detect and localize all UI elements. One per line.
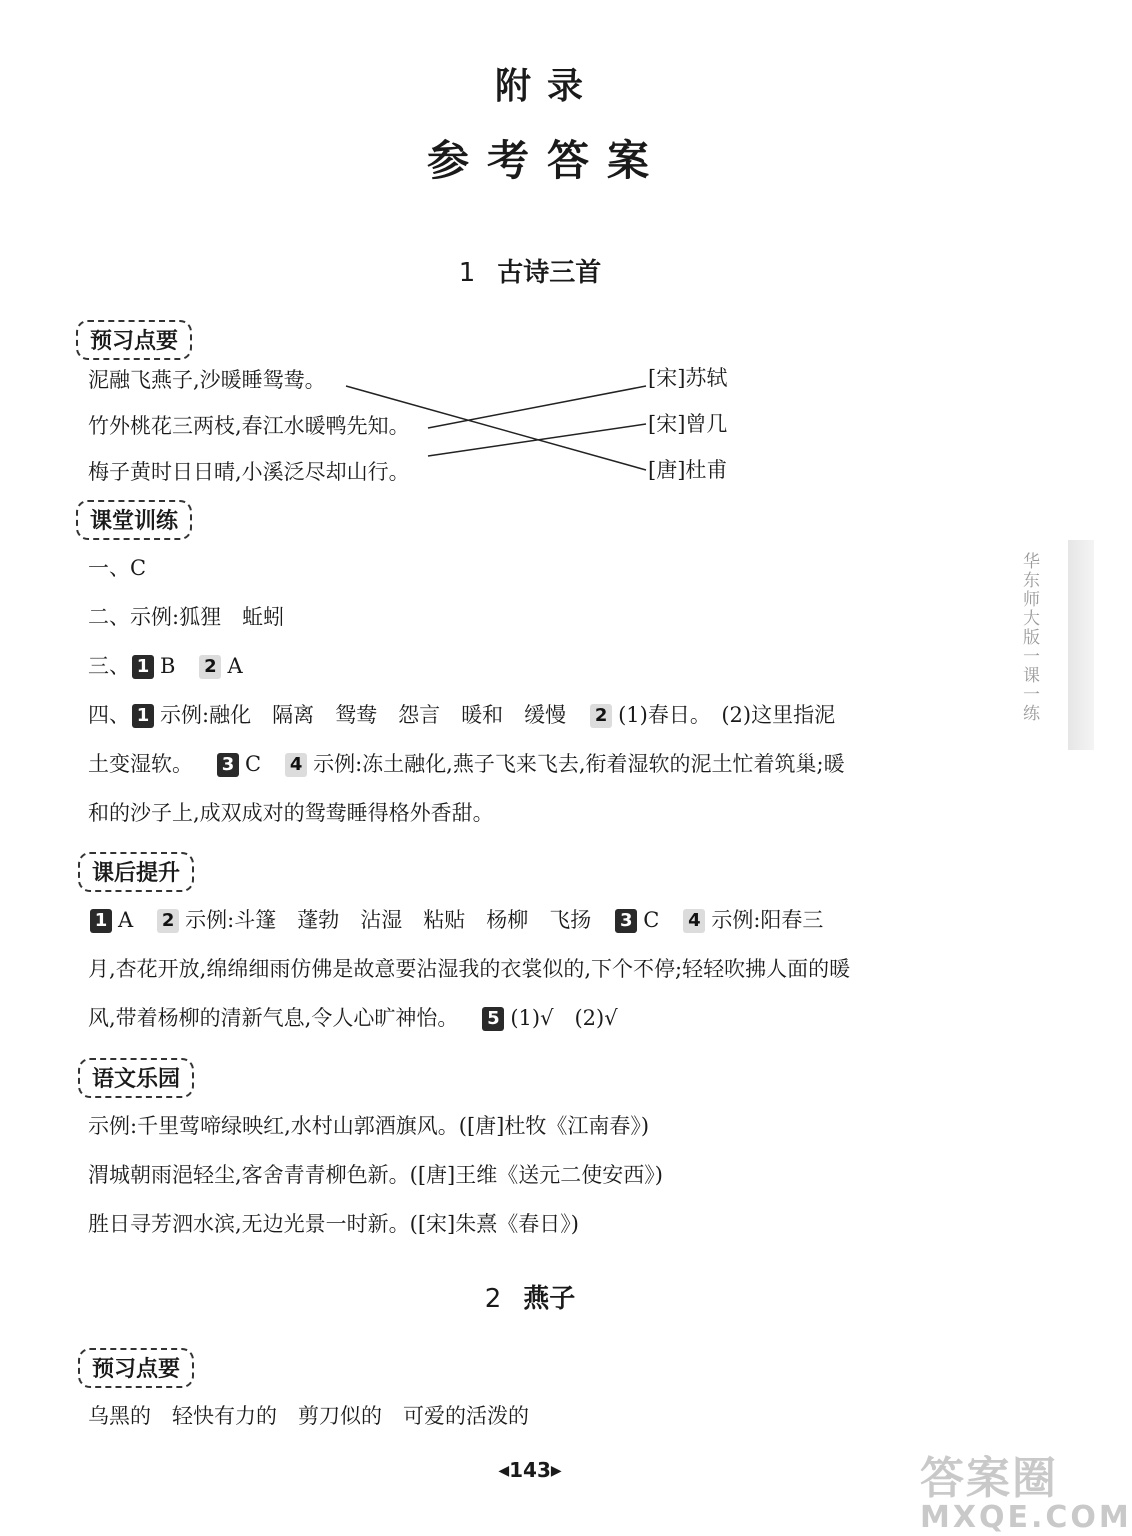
lesson-number: 1 <box>458 258 476 288</box>
after-class-line-2: 月,杏花开放,绵绵细雨仿佛是故意要沾湿我的衣裳似的,下个不停;轻轻吹拂人面的暖 <box>88 957 851 981</box>
matching-lines <box>0 0 1094 520</box>
after-line3-text: 风,带着杨柳的清新气息,令人心旷神怡。 <box>88 1006 459 1030</box>
q4-answer-1: 示例:融化 隔离 鸳鸯 怨言 暖和 缓慢 <box>160 703 567 727</box>
q3-prefix: 三、 <box>88 654 130 678</box>
left-triangle-icon: ◀ <box>498 1463 510 1479</box>
side-tab-strip <box>1068 540 1094 750</box>
section-tag-classroom: 课堂训练 <box>76 500 192 540</box>
section-tag-after-class: 课后提升 <box>78 852 194 892</box>
poem-line-1: 泥融飞燕子,沙暖睡鸳鸯。 <box>88 368 326 392</box>
poem-line-2: 竹外桃花三两枝,春江水暖鸭先知。 <box>88 414 410 438</box>
badge-4: 4 <box>285 753 307 777</box>
lesson-title: 古诗三首 <box>497 258 602 288</box>
after-answer-1: A <box>118 908 134 932</box>
right-triangle-icon: ▶ <box>550 1463 562 1479</box>
answer-q4-line-1 <box>88 699 835 729</box>
section-tag-preview: 预习点要 <box>76 320 192 360</box>
section-tag-preview-2: 预习点要 <box>78 1348 194 1388</box>
lesson-title: 燕子 <box>523 1284 576 1314</box>
q4-answer-4: 示例:冻土融化,燕子飞来飞去,衔着湿软的泥土忙着筑巢;暖 <box>313 752 845 776</box>
lesson-2-preview-answer: 乌黑的 轻快有力的 剪刀似的 可爱的活泼的 <box>88 1404 529 1428</box>
match-line-2 <box>428 386 646 428</box>
badge-1: 1 <box>90 909 112 933</box>
badge-3: 3 <box>615 909 637 933</box>
appendix-title: 附录 <box>494 66 599 107</box>
page-number-value: 143 <box>509 1458 551 1482</box>
after-answer-2: 示例:斗篷 蓬勃 沾湿 粘贴 杨柳 飞扬 <box>185 908 592 932</box>
badge-2: 2 <box>590 704 612 728</box>
after-answer-3: C <box>643 908 660 932</box>
answer-q3 <box>88 650 243 680</box>
after-class-line-1 <box>88 904 823 934</box>
badge-2: 2 <box>157 909 179 933</box>
answer-q4-line-2 <box>88 748 845 778</box>
answer-q4-line-3: 和的沙子上,成双成对的鸳鸯睡得格外香甜。 <box>88 801 494 825</box>
q4-prefix: 四、 <box>88 703 130 727</box>
watermark <box>920 1442 1132 1535</box>
match-line-3 <box>428 424 646 456</box>
badge-1: 1 <box>132 704 154 728</box>
q3-answer-1: B <box>160 654 176 678</box>
poet-2: [宋]曾几 <box>648 412 728 436</box>
q3-answer-2: A <box>227 654 243 678</box>
after-answer-5: (1)√ (2)√ <box>510 1006 618 1030</box>
badge-2: 2 <box>199 655 221 679</box>
badge-5: 5 <box>482 1007 504 1031</box>
q4-line2-start: 土变湿软。 <box>88 752 193 776</box>
answer-q2: 二、示例:狐狸 蚯蚓 <box>88 605 285 629</box>
page-number <box>0 1458 1060 1482</box>
q4-answer-2: (1)春日。 (2)这里指泥 <box>618 703 836 727</box>
after-class-line-3 <box>88 1002 618 1032</box>
garden-line-2: 渭城朝雨浥轻尘,客舍青青柳色新。([唐]王维《送元二使安西》) <box>88 1163 663 1187</box>
badge-1: 1 <box>132 655 154 679</box>
answer-q1: 一、C <box>88 556 147 580</box>
match-line-1 <box>346 386 646 470</box>
lesson-2-heading <box>0 1278 1060 1315</box>
poem-line-3: 梅子黄时日日晴,小溪泛尽却山行。 <box>88 460 410 484</box>
badge-3: 3 <box>217 753 239 777</box>
badge-4: 4 <box>683 909 705 933</box>
garden-line-1: 示例:千里莺啼绿映红,水村山郭酒旗风。([唐]杜牧《江南春》) <box>88 1114 650 1138</box>
watermark-bottom: MXQE.COM <box>920 1500 1132 1535</box>
poet-1: [宋]苏轼 <box>648 366 728 390</box>
q4-answer-3: C <box>245 752 262 776</box>
after-answer-4: 示例:阳春三 <box>711 908 824 932</box>
side-book-label: 华东师大版一课一练 <box>1019 552 1039 723</box>
lesson-number: 2 <box>484 1284 502 1314</box>
section-tag-garden: 语文乐园 <box>78 1058 194 1098</box>
poet-3: [唐]杜甫 <box>648 458 728 482</box>
answers-title: 参考答案 <box>426 136 667 185</box>
garden-line-3: 胜日寻芳泗水滨,无边光景一时新。([宋]朱熹《春日》) <box>88 1212 579 1236</box>
watermark-top: 答案圈 <box>920 1453 1058 1504</box>
